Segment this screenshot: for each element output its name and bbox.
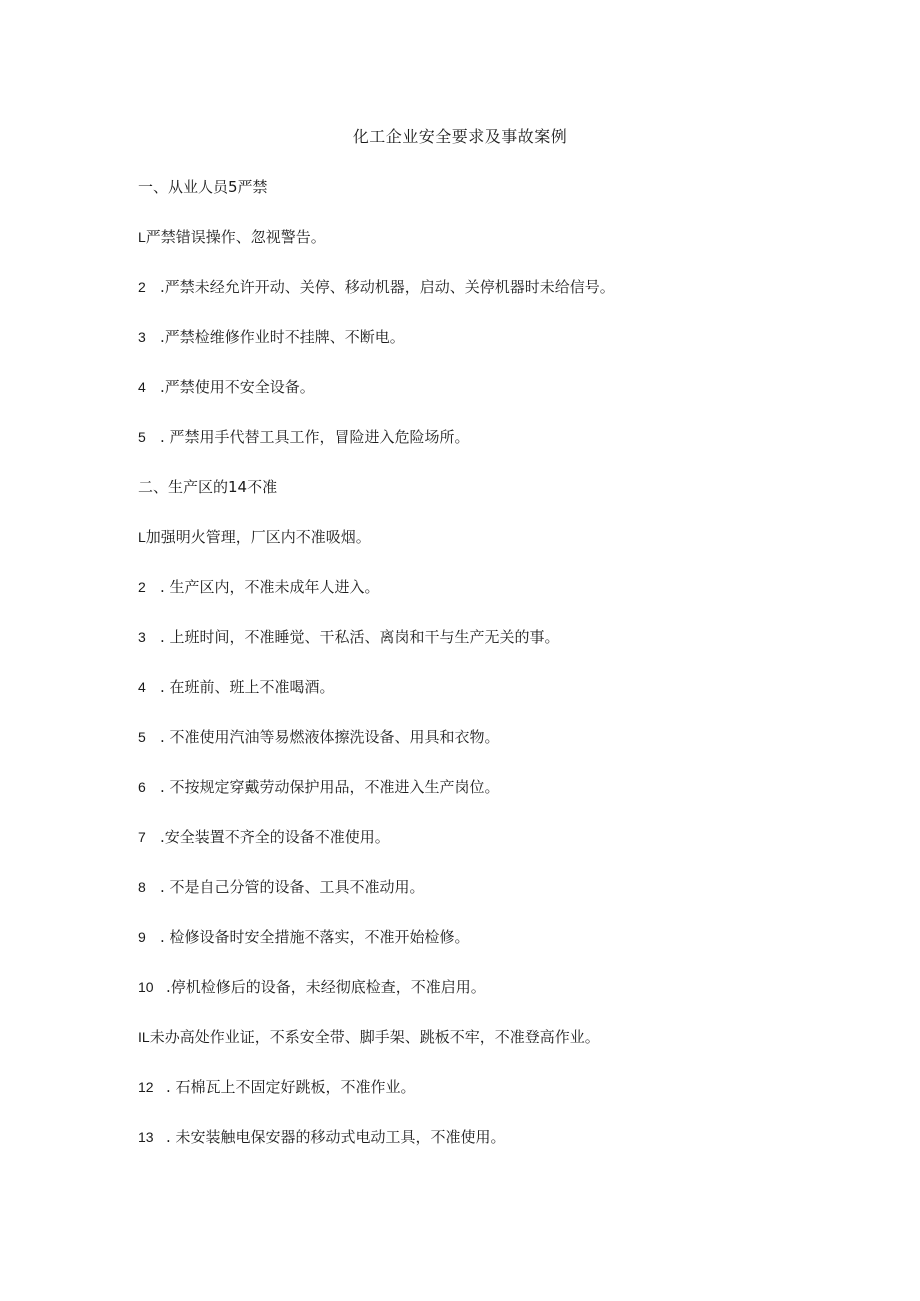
list-item xyxy=(138,676,335,698)
item-text: . 生产区内，不准未成年人进入。 xyxy=(160,578,380,596)
item-text: .安全装置不齐全的设备不准使用。 xyxy=(160,828,390,846)
item-number: L xyxy=(138,529,146,545)
item-number: L xyxy=(138,229,146,245)
list-item xyxy=(138,1076,416,1098)
item-text: 加强明火管理，厂区内不准吸烟。 xyxy=(145,528,371,546)
item-number: 8 xyxy=(138,879,146,895)
section-heading: 二、生产区的14不准 xyxy=(138,478,278,496)
list-item xyxy=(138,926,470,948)
item-number: 5 xyxy=(138,429,146,445)
item-number: 10 xyxy=(138,979,154,995)
item-number: 2 xyxy=(138,279,146,295)
list-item xyxy=(138,876,425,898)
item-number: 13 xyxy=(138,1129,154,1145)
item-text: .严禁未经允许开动、关停、移动机器，启动、关停机器时未给信号。 xyxy=(160,278,615,296)
list-item xyxy=(138,326,405,348)
list-item xyxy=(138,426,470,448)
item-number: 2 xyxy=(138,579,146,595)
item-number: 3 xyxy=(138,329,146,345)
item-text: . 在班前、班上不准喝酒。 xyxy=(160,678,335,696)
item-number: IL xyxy=(138,1029,150,1045)
item-text: . 不准使用汽油等易燃液体擦洗设备、用具和衣物。 xyxy=(160,728,500,746)
list-item xyxy=(138,276,615,298)
list-item xyxy=(138,526,371,548)
list-item xyxy=(138,1126,506,1148)
item-text: 未办高处作业证，不系安全带、脚手架、跳板不牢，不准登高作业。 xyxy=(149,1028,600,1046)
item-number: 5 xyxy=(138,729,146,745)
list-item xyxy=(138,976,486,998)
item-text: .严禁检维修作业时不挂牌、不断电。 xyxy=(160,328,405,346)
list-item xyxy=(138,826,390,848)
item-text: .停机检修后的设备，未经彻底检查，不准启用。 xyxy=(166,978,486,996)
item-text: . 石棉瓦上不固定好跳板，不准作业。 xyxy=(166,1078,416,1096)
item-number: 12 xyxy=(138,1079,154,1095)
item-text: . 检修设备时安全措施不落实，不准开始检修。 xyxy=(160,928,470,946)
list-item xyxy=(138,576,380,598)
list-item xyxy=(138,376,315,398)
list-item xyxy=(138,726,500,748)
list-item xyxy=(138,226,326,248)
item-text: . 严禁用手代替工具工作，冒险进入危险场所。 xyxy=(160,428,470,446)
item-text: . 上班时间，不准睡觉、干私活、离岗和干与生产无关的事。 xyxy=(160,628,560,646)
item-text: . 不按规定穿戴劳动保护用品，不准进入生产岗位。 xyxy=(160,778,500,796)
item-text: 严禁错误操作、忽视警告。 xyxy=(145,228,326,246)
item-text: . 不是自己分管的设备、工具不准动用。 xyxy=(160,878,425,896)
document-title: 化工企业安全要求及事故案例 xyxy=(352,127,568,146)
item-number: 7 xyxy=(138,829,146,845)
item-text: . 未安装触电保安器的移动式电动工具，不准使用。 xyxy=(166,1128,506,1146)
item-number: 6 xyxy=(138,779,146,795)
item-number: 4 xyxy=(138,379,146,395)
item-number: 3 xyxy=(138,629,146,645)
item-text: .严禁使用不安全设备。 xyxy=(160,378,315,396)
list-item xyxy=(138,626,560,648)
item-number: 4 xyxy=(138,679,146,695)
list-item xyxy=(138,776,500,798)
list-item xyxy=(138,1026,600,1048)
section-heading: 一、从业人员5严禁 xyxy=(138,178,268,196)
item-number: 9 xyxy=(138,929,146,945)
